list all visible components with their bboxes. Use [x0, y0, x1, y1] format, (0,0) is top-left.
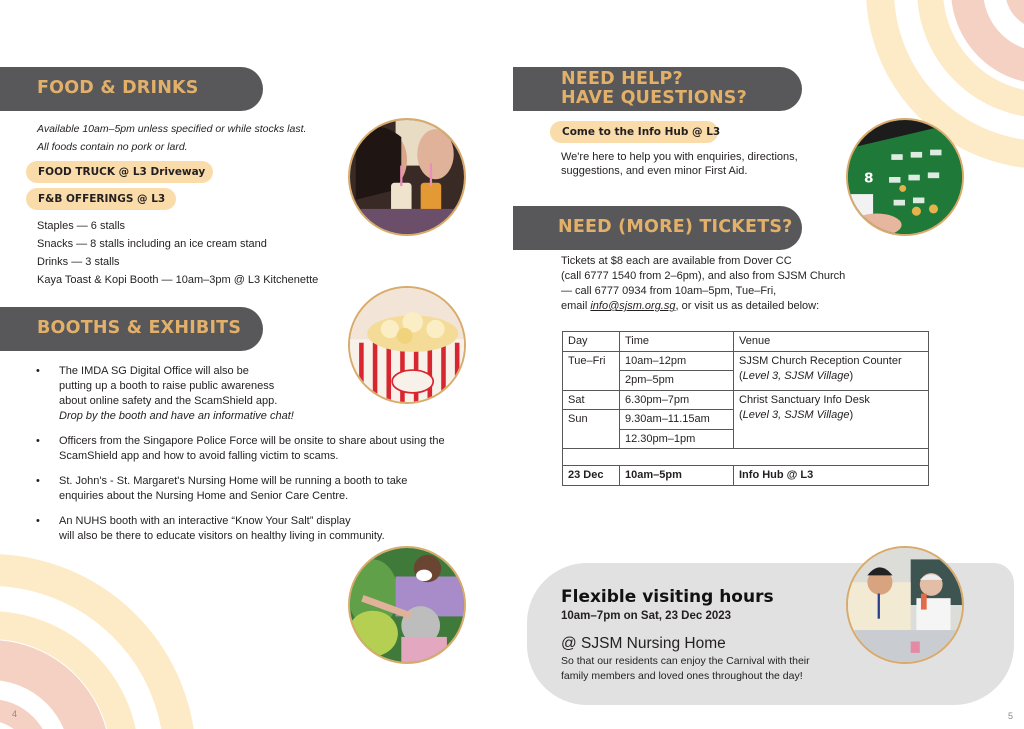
venue-sub: (Level 3, SJSM Village)	[739, 369, 854, 382]
bullet-icon: •	[36, 435, 40, 447]
tickets-text-line: Tickets at $8 each are available from Dover CC	[561, 255, 792, 267]
table-cell-time: 10am–12pm	[620, 351, 734, 371]
booth-line: Officers from the Singapore Police Force will be onsite to share about using the	[59, 435, 445, 447]
tickets-text-line: — call 6777 0934 from 10am–5pm, Tue–Fri,	[561, 285, 777, 297]
booth-line: putting up a booth to raise public awareness	[59, 380, 275, 392]
table-header-cell: Venue	[734, 332, 929, 352]
venue-schedule-table	[562, 331, 929, 486]
booth-line: The IMDA SG Digital Office will also be	[59, 365, 249, 377]
table-spacer-row	[563, 449, 929, 466]
table-cell-time: 2pm–5pm	[620, 371, 734, 391]
bullet-icon: •	[36, 475, 40, 487]
need-help-title-line-2: HAVE QUESTIONS?	[561, 88, 747, 108]
table-cell-time: 10am–5pm	[620, 466, 734, 486]
food-drinks-title: FOOD & DRINKS	[37, 78, 199, 99]
need-help-title-line-1: NEED HELP?	[561, 69, 683, 89]
table-cell-time: 6.30pm–7pm	[620, 390, 734, 410]
table-cell-venue	[734, 390, 929, 449]
email-prefix: email	[561, 300, 591, 312]
food-availability-note: Available 10am–5pm unless specified or while stocks last.	[37, 123, 307, 135]
tickets-title: NEED (MORE) TICKETS?	[558, 217, 793, 238]
booths-exhibits-header	[0, 307, 263, 351]
table-row	[563, 351, 929, 371]
page-number-right: 5	[1008, 711, 1014, 721]
booths-exhibits-title: BOOTHS & EXHIBITS	[37, 318, 242, 339]
food-item: Staples — 6 stalls	[37, 220, 126, 232]
food-drinks-header	[0, 67, 263, 111]
table-header-cell: Time	[620, 332, 734, 352]
booth-item-nursing-home	[36, 474, 445, 504]
bubble-tea-photo	[348, 118, 466, 236]
venue-sub-text: Level 3, SJSM Village	[742, 408, 850, 421]
venue-sub: (Level 3, SJSM Village)	[739, 408, 854, 421]
tickets-text-line	[561, 299, 819, 314]
nursing-home-photo	[846, 546, 964, 664]
visiting-body-line: family members and loved ones throughout the day!	[561, 670, 803, 682]
booth-item-police	[36, 434, 445, 464]
table-cell-time: 12.30pm–1pm	[620, 429, 734, 449]
table-cell-venue	[734, 351, 929, 390]
venue-sub-text: Level 3, SJSM Village	[742, 369, 850, 382]
food-truck-pill: FOOD TRUCK @ L3 Driveway	[26, 161, 213, 183]
food-pork-note: All foods contain no pork or lard.	[37, 141, 188, 153]
table-cell-day: Tue–Fri	[563, 351, 620, 390]
help-body-line: We're here to help you with enquiries, directions,	[561, 151, 798, 163]
booth-item-nuhs	[36, 514, 445, 544]
email-suffix: , or visit us as detailed below:	[675, 300, 820, 312]
table-cell-day: 23 Dec	[563, 466, 620, 486]
booth-line: ScamShield app and how to avoid falling victim to scams.	[59, 450, 339, 462]
popcorn-photo	[348, 286, 466, 404]
table-row	[563, 390, 929, 410]
need-help-header	[513, 67, 802, 111]
page-number-left: 4	[12, 709, 18, 719]
food-item: Drinks — 3 stalls	[37, 256, 120, 268]
booth-line: An NUHS booth with an interactive “Know Your Salt” display	[59, 515, 351, 527]
email-link[interactable]: info@sjsm.org.sg	[590, 300, 676, 312]
booth-line: will also be there to educate visitors on healthy living in community.	[59, 530, 385, 542]
ticket-card-photo	[846, 118, 964, 236]
booth-line: about online safety and the ScamShield app.	[59, 395, 278, 407]
fb-offerings-pill: F&B OFFERINGS @ L3	[26, 188, 176, 210]
table-cell-day: Sun	[563, 410, 620, 449]
decorative-arcs-bottom-left	[0, 540, 200, 729]
table-header-row	[563, 332, 929, 352]
visiting-title: Flexible visiting hours	[561, 587, 774, 607]
booth-line: enquiries about the Nursing Home and Senior Care Centre.	[59, 490, 349, 502]
svg-text:8: 8	[863, 170, 874, 187]
gardening-photo	[348, 546, 466, 664]
table-cell-day: Sat	[563, 390, 620, 410]
booth-line-italic: Drop by the booth and have an informative chat!	[59, 410, 294, 422]
table-cell-venue: Info Hub @ L3	[734, 466, 929, 486]
food-item: Kaya Toast & Kopi Booth — 10am–3pm @ L3 Kitchenette	[37, 274, 319, 286]
table-cell-empty	[563, 449, 929, 466]
table-cell-time: 9.30am–11.15am	[620, 410, 734, 430]
venue-name: SJSM Church Reception Counter	[739, 354, 902, 367]
booth-line: St. John's - St. Margaret's Nursing Home will be running a booth to take	[59, 475, 408, 487]
tickets-text-line: (call 6777 1540 from 2–6pm), and also from SJSM Church	[561, 270, 846, 282]
food-item: Snacks — 8 stalls including an ice cream stand	[37, 238, 267, 250]
venue-name: Christ Sanctuary Info Desk	[739, 393, 870, 406]
visiting-body-line: So that our residents can enjoy the Carnival with their	[561, 655, 810, 667]
need-help-title	[561, 70, 747, 108]
info-hub-pill: Come to the Info Hub @ L3	[550, 121, 718, 143]
tickets-header	[513, 206, 802, 250]
bullet-icon: •	[36, 515, 40, 527]
bullet-icon: •	[36, 365, 40, 377]
table-header-cell: Day	[563, 332, 620, 352]
help-body-line: suggestions, and even minor First Aid.	[561, 165, 748, 177]
table-row	[563, 466, 929, 486]
visiting-location: @ SJSM Nursing Home	[561, 635, 726, 652]
visiting-date: 10am–7pm on Sat, 23 Dec 2023	[561, 610, 732, 622]
